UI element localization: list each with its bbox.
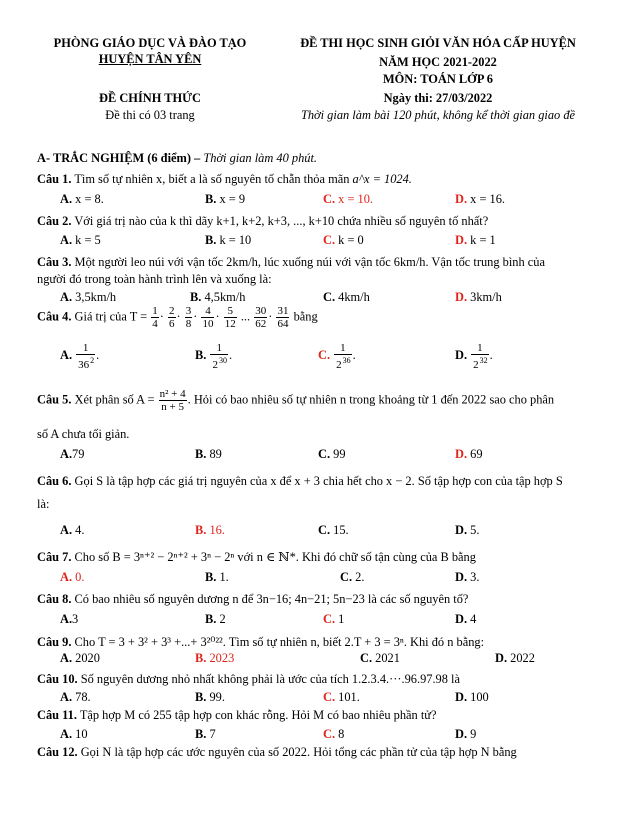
question-10: Câu 10. Số nguyên dương nhỏ nhất không phải là ước của tích 1.2.3.4.···.96.97.98 là: [37, 672, 460, 686]
q1-option-b: B. x = 9: [205, 192, 246, 206]
official-label: ĐỀ CHÍNH THỨC: [99, 91, 201, 105]
duration: Thời gian làm bài 120 phút, không kể thời gian giao đề: [300, 108, 576, 122]
question-5: Câu 5. Xét phân số A = $\frac{\text{n² + 4}}{n + 5}$ . Hỏi có bao nhiêu số tự nhiên n trong khoảng từ 1 đến 2022 sao cho phân: [37, 388, 555, 413]
page-count: Đề thi có 03 trang: [105, 108, 195, 122]
q6-option-c: C. 15.: [318, 523, 349, 537]
q2-option-d: D. k = 1: [455, 233, 496, 247]
q11-option-d: D. 9: [455, 727, 477, 741]
question-2: Câu 2. Với giá trị nào của k thì dãy k+1, k+2, k+3, ..., k+10 chứa nhiều số nguyên tố nhất?: [37, 214, 489, 228]
q7-option-a: A. 0.: [60, 570, 85, 584]
q10-option-a: A. 78.: [60, 690, 91, 704]
subject: MÔN: TOÁN LỚP 6: [382, 72, 494, 86]
q4-option-b: B. $\frac{1}{2^{30}}$ .: [195, 342, 233, 371]
q8-option-d: D. 4: [455, 612, 477, 626]
dept-name: PHÒNG GIÁO DỤC VÀ ĐÀO TẠO: [53, 36, 247, 50]
q10-option-c: C. 101.: [323, 690, 360, 704]
q6-option-a: A. 4.: [60, 523, 85, 537]
question-5-cont: số A chưa tối giản.: [37, 427, 130, 441]
q9-option-c: C. 2021: [360, 651, 400, 665]
q8-option-c: C. 1: [323, 612, 345, 626]
q2-option-a: A. k = 5: [60, 233, 101, 247]
q2-option-b: B. k = 10: [205, 233, 252, 247]
q1-option-c: C. x = 10.: [323, 192, 374, 206]
q1-option-d: D. x = 16.: [455, 192, 506, 206]
section-heading: A- TRẮC NGHIỆM (6 điểm) – Thời gian làm 40 phút.: [37, 151, 318, 165]
question-4: Câu 4. Giá trị của T = $\frac{1}{4}$ · $\frac{2}{6}$ · $\frac{3}{8}$ · $\frac{4}{10}$ · $\frac{5}{12}$ ... $\frac{30}{62}$ · $\frac{31}{64}$ bằng: [37, 305, 318, 330]
q4-option-a: A. $\frac{1}{36^2}$ .: [60, 342, 100, 371]
school-year: NĂM HỌC 2021-2022: [379, 55, 497, 69]
q6-option-d: D. 5.: [455, 523, 480, 537]
q7-option-d: D. 3.: [455, 570, 480, 584]
question-1: Câu 1. Tìm số tự nhiên x, biết a là số nguyên tố chẵn thỏa mãn a^x = 1024.: [37, 172, 412, 186]
question-6: Câu 6. Gọi S là tập hợp các giá trị nguyên của x để x + 3 chia hết cho x − 2. Số tập hợp con của tập hợp S: [37, 474, 563, 488]
q5-option-d: D. 69: [455, 447, 483, 461]
q8-option-a: A.3: [60, 612, 79, 626]
q3-option-b: B. 4,5km/h: [190, 290, 246, 304]
q5-option-b: B. 89: [195, 447, 222, 461]
q3-option-a: A. 3,5km/h: [60, 290, 117, 304]
q10-option-b: B. 99.: [195, 690, 225, 704]
q11-option-c: C. 8: [323, 727, 345, 741]
q4-option-c: C. $\frac{1}{2^{36}}$ .: [318, 342, 356, 371]
question-11: Câu 11. Tập hợp M có 255 tập hợp con khác rỗng. Hỏi M có bao nhiêu phần tử?: [37, 708, 437, 722]
exam-title: ĐỀ THI HỌC SINH GIỎI VĂN HÓA CẤP HUYỆN: [300, 36, 576, 50]
q11-option-b: B. 7: [195, 727, 216, 741]
q8-option-b: B. 2: [205, 612, 226, 626]
q5-option-c: C. 99: [318, 447, 346, 461]
q11-option-a: A. 10: [60, 727, 88, 741]
q7-option-c: C. 2.: [340, 570, 365, 584]
question-8: Câu 8. Có bao nhiêu số nguyên dương n để 3n−16; 4n−21; 5n−23 là các số nguyên tố?: [37, 592, 469, 606]
q2-option-c: C. k = 0: [323, 233, 364, 247]
q10-option-d: D. 100: [455, 690, 489, 704]
question-3: Câu 3. Một người leo núi với vận tốc 2km/h, lúc xuống núi với vận tốc 6km/h. Vận tốc trung bình của: [37, 255, 545, 269]
q4-option-d: D. $\frac{1}{2^{32}}$ .: [455, 342, 493, 371]
question-9: Câu 9. Cho T = 3 + 3² + 3³ +...+ 3²⁰²². Tìm số tự nhiên n, biết 2.T + 3 = 3ⁿ. Khi đó n bằng:: [37, 635, 485, 649]
question-7: Câu 7. Cho số B = 3ⁿ⁺² − 2ⁿ⁺² + 3ⁿ − 2ⁿ với n ∈ ℕ*. Khi đó chữ số tận cùng của B bằng: [37, 550, 476, 564]
q9-option-d: D. 2022: [495, 651, 535, 665]
district-name: HUYỆN TÂN YÊN: [98, 52, 202, 66]
question-12: Câu 12. Gọi N là tập hợp các ước nguyên của số 2022. Hỏi tổng các phần tử của tập hợp N bằng: [37, 745, 517, 759]
q1-option-a: A. x = 8.: [60, 192, 104, 206]
q9-option-b: B. 2023: [195, 651, 235, 665]
q5-option-a: A.79: [60, 447, 85, 461]
q3-option-d: D. 3km/h: [455, 290, 502, 304]
q7-option-b: B. 1.: [205, 570, 229, 584]
q6-option-b: B. 16.: [195, 523, 225, 537]
question-6-cont: là:: [37, 497, 50, 511]
q9-option-a: A. 2020: [60, 651, 100, 665]
q3-option-c: C. 4km/h: [323, 290, 370, 304]
question-3-cont: người đó trong toàn hành trình lên và xuống là:: [37, 272, 272, 286]
exam-date: Ngày thi: 27/03/2022: [383, 91, 493, 105]
